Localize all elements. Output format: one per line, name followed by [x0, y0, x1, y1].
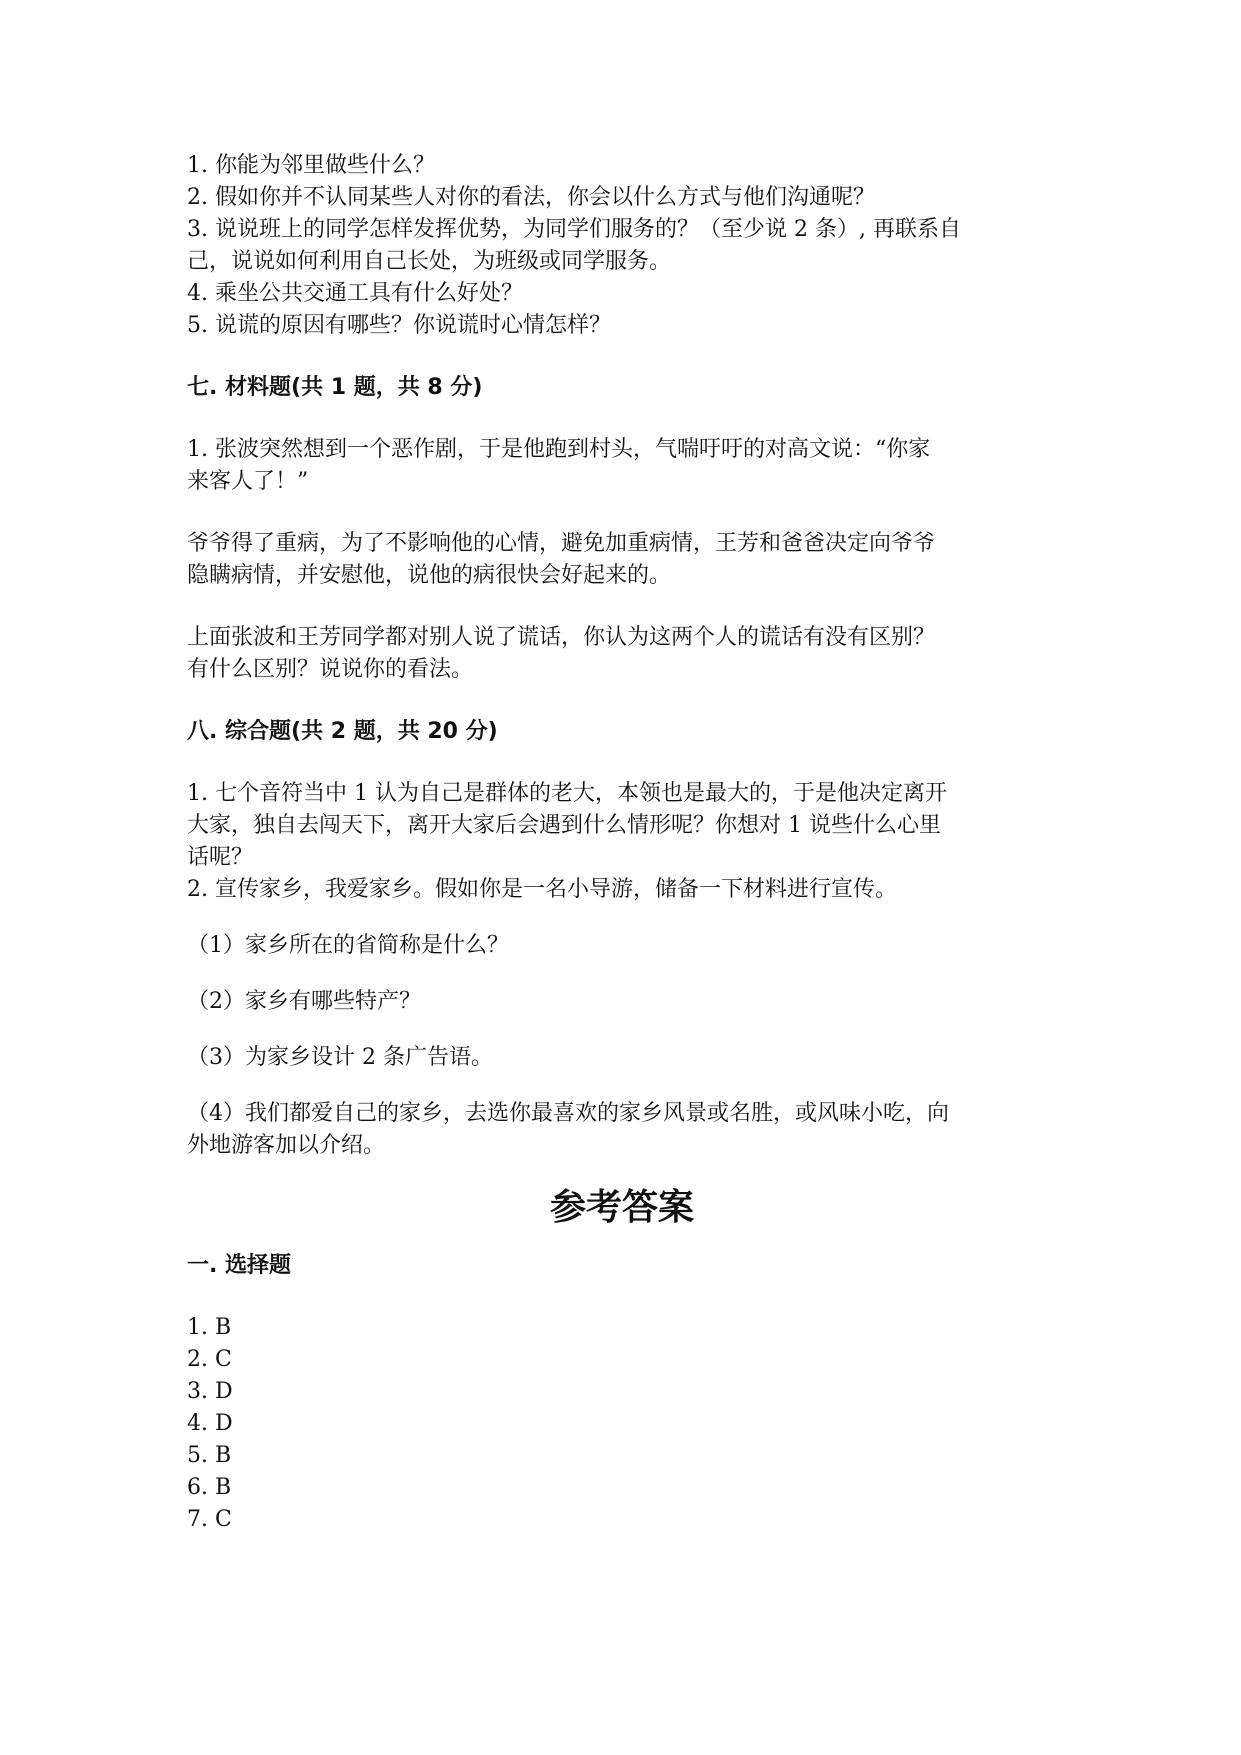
sub-question: （4）我们都爱自己的家乡，去选你最喜欢的家乡风景或名胜，或风味小吃，向	[187, 1101, 949, 1126]
material-line: 隐瞒病情，并安慰他，说他的病很快会好起来的。	[187, 563, 672, 588]
sub-question: 外地游客加以介绍。	[187, 1133, 386, 1158]
question-line: 1. 七个音符当中 1 认为自己是群体的老大，本领也是最大的，于是他决定离开	[187, 781, 947, 806]
sub-question: （2）家乡有哪些特产？	[187, 989, 421, 1014]
section8-question-1	[187, 778, 1057, 906]
section7-heading: 七. 材料题(共 1 题，共 8 分)	[187, 375, 483, 400]
material-line: 来客人了！”	[187, 469, 309, 494]
answer-item: 7. C	[187, 1507, 232, 1532]
question-line: 4. 乘坐公共交通工具有什么好处？	[187, 281, 523, 306]
answer-item: 5. B	[187, 1443, 232, 1468]
section6-question-list	[187, 150, 1057, 342]
section7-question	[187, 622, 1057, 686]
question-line: 2. 宣传家乡，我爱家乡。假如你是一名小导游，储备一下材料进行宣传。	[187, 877, 897, 902]
answer-section1-heading: 一. 选择题	[187, 1253, 292, 1278]
answer-item: 1. B	[187, 1315, 232, 1340]
section7-material-1	[187, 434, 1057, 498]
answer-item: 2. C	[187, 1347, 232, 1372]
question-line: 己，说说如何利用自己长处，为班级或同学服务。	[187, 249, 672, 274]
material-line: 有什么区别？说说你的看法。	[187, 657, 474, 682]
answer-list	[187, 1312, 1057, 1536]
question-line: 2. 假如你并不认同某些人对你的看法，你会以什么方式与他们沟通呢？	[187, 185, 875, 210]
sub-question-4	[187, 1098, 1057, 1162]
answer-item: 3. D	[187, 1379, 233, 1404]
answer-item: 6. B	[187, 1475, 232, 1500]
question-line: 话呢？	[187, 845, 254, 870]
section8-heading: 八. 综合题(共 2 题，共 20 分)	[187, 719, 498, 744]
question-line: 5. 说谎的原因有哪些？你说谎时心情怎样？	[187, 313, 611, 338]
question-line: 3. 说说班上的同学怎样发挥优势，为同学们服务的？（至少说 2 条）, 再联系自	[187, 217, 961, 242]
sub-question: （1）家乡所在的省简称是什么？	[187, 933, 509, 958]
material-line: 爷爷得了重病，为了不影响他的心情，避免加重病情，王芳和爸爸决定向爷爷	[187, 531, 936, 556]
question-line: 1. 你能为邻里做些什么？	[187, 153, 435, 178]
question-line: 大家，独自去闯天下，离开大家后会遇到什么情形呢？你想对 1 说些什么心里	[187, 813, 941, 838]
section7-material-2	[187, 528, 1057, 592]
answer-key-title: 参考答案	[549, 1187, 694, 1228]
answer-item: 4. D	[187, 1411, 233, 1436]
document-page	[187, 150, 1057, 1536]
material-line: 上面张波和王芳同学都对别人说了谎话，你认为这两个人的谎话有没有区别？	[187, 625, 936, 650]
material-line: 1. 张波突然想到一个恶作剧，于是他跑到村头，气喘吁吁的对高文说：“你家	[187, 437, 931, 462]
sub-question: （3）为家乡设计 2 条广告语。	[187, 1045, 493, 1070]
